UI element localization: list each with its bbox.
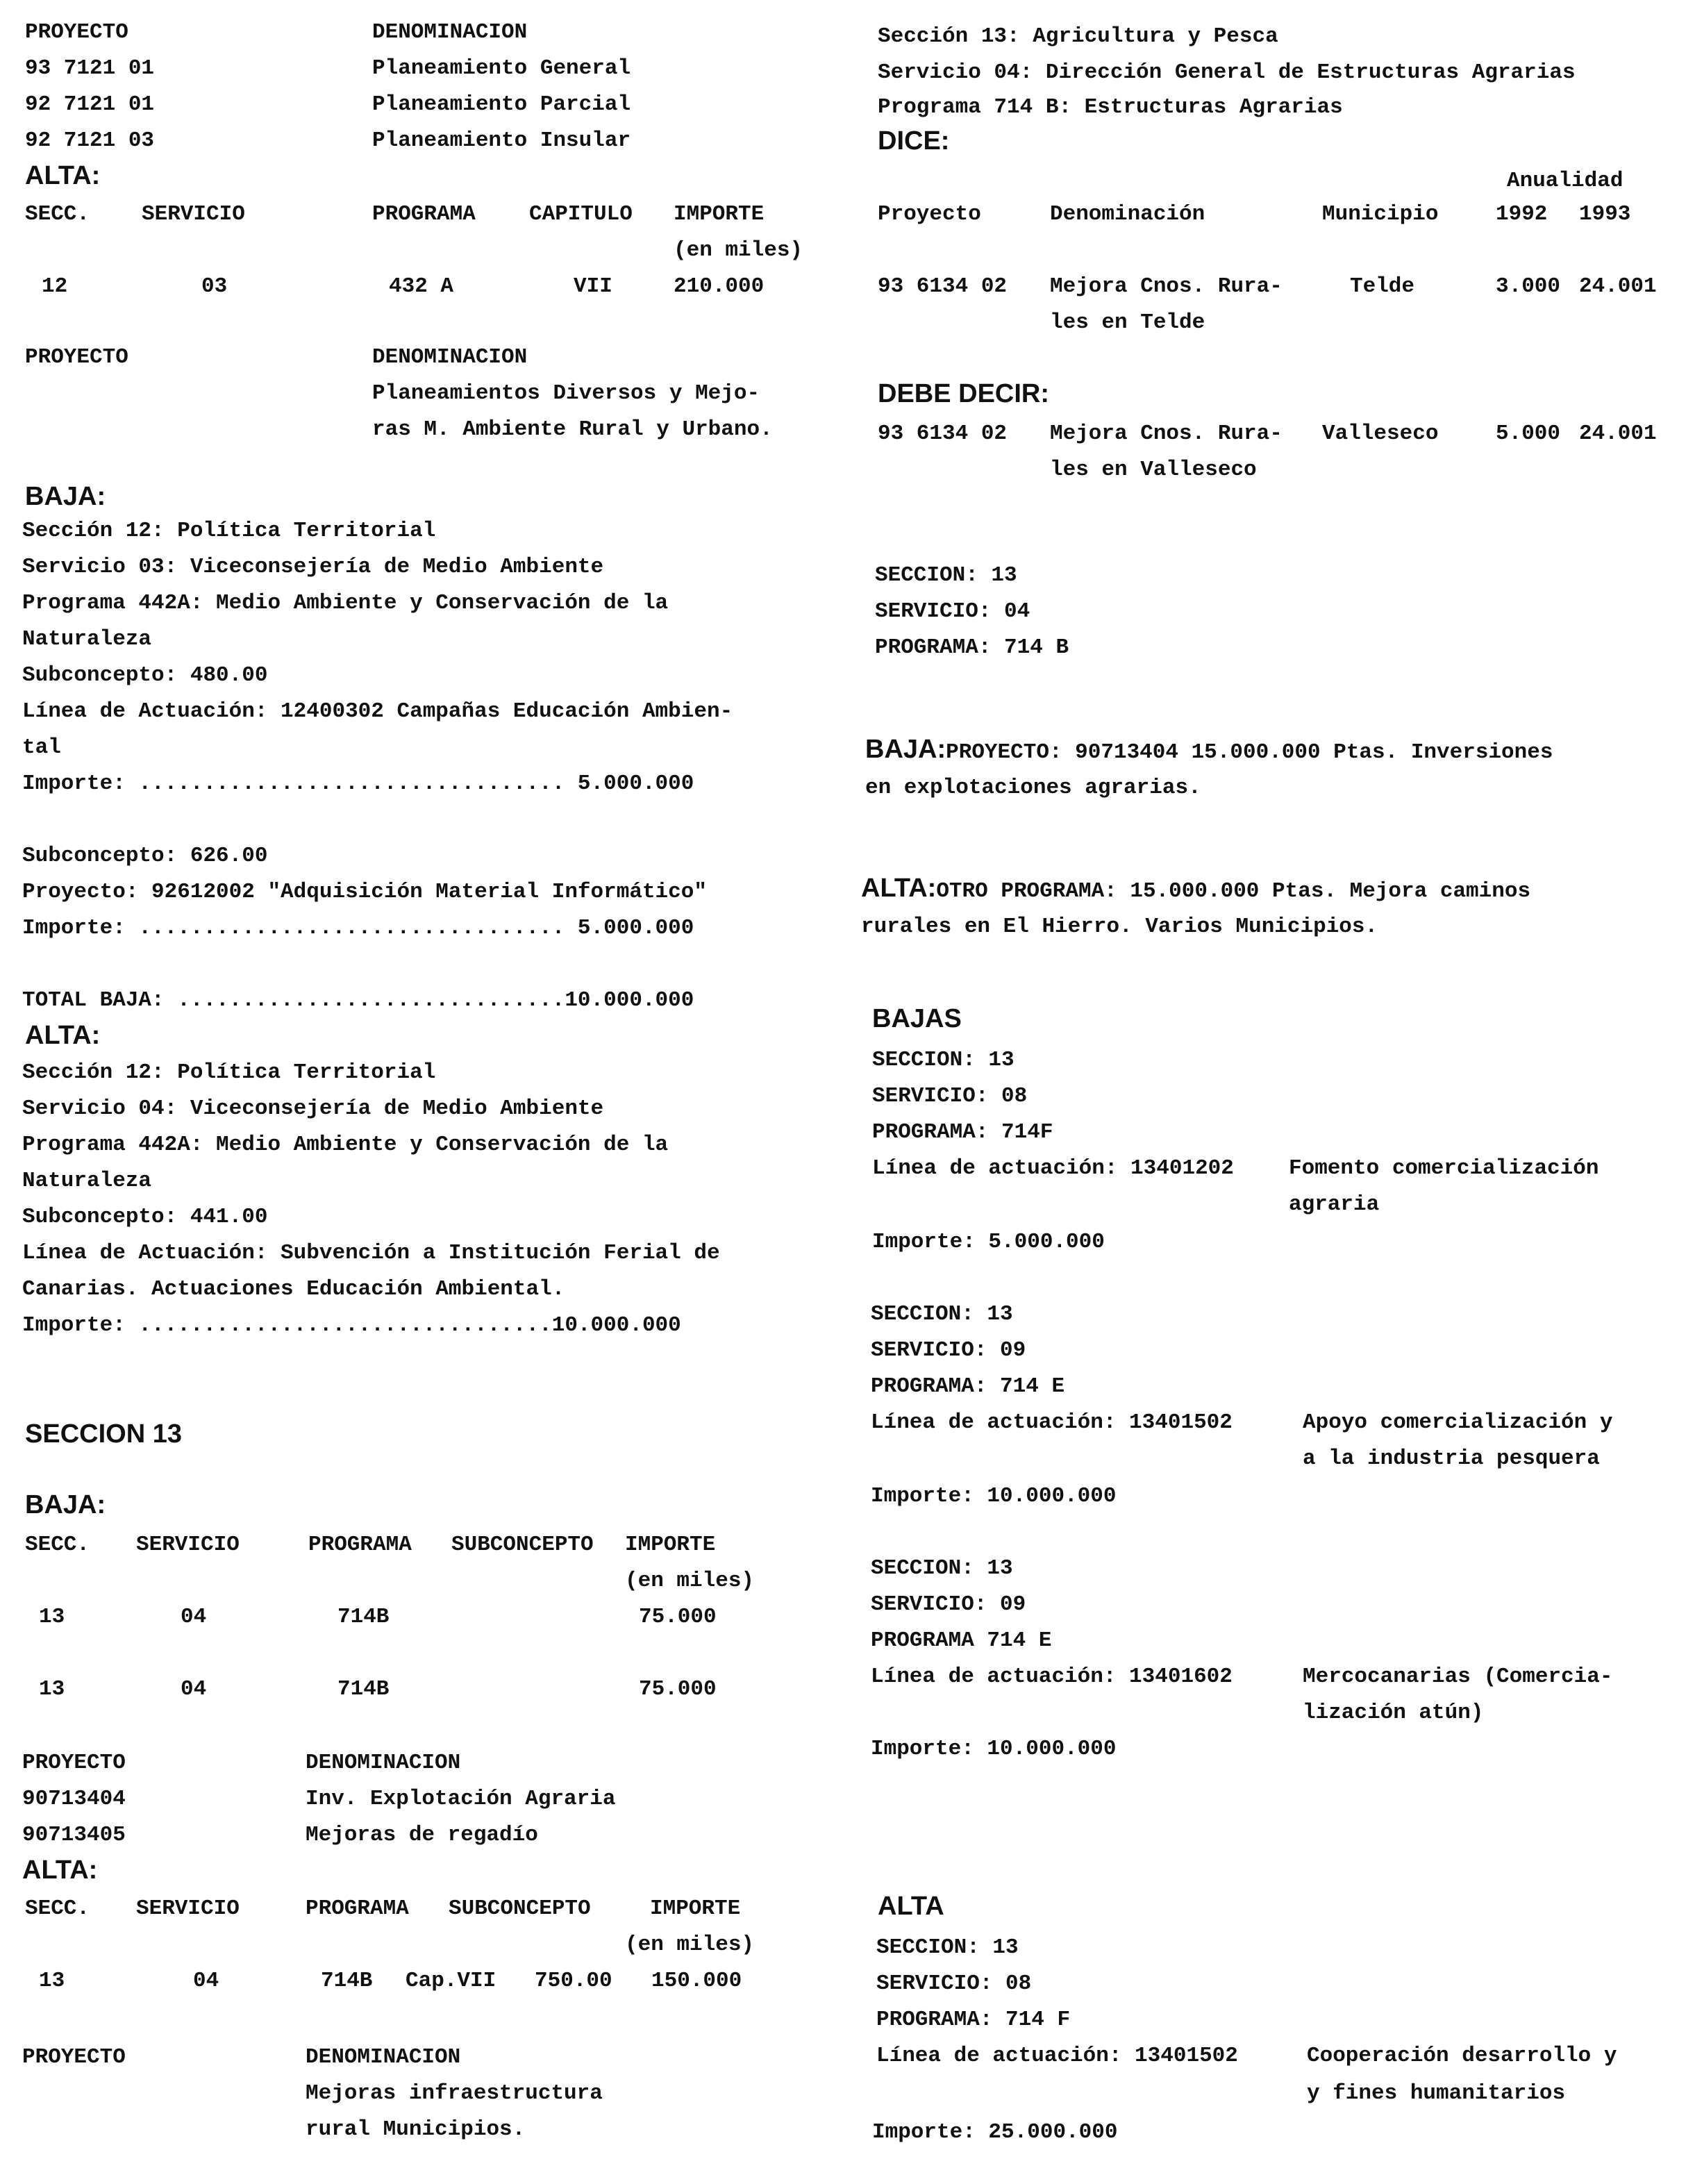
col-header-denominacion: DENOMINACION <box>306 1751 461 1775</box>
section-heading-baja: BAJA: <box>25 1490 106 1519</box>
text-line: Sección 13: Agricultura y Pesca <box>878 24 1278 49</box>
col-header-secc: SECC. <box>25 1897 90 1921</box>
baja-label: BAJA: <box>865 735 946 764</box>
cell-importe: 210.000 <box>674 274 765 299</box>
cell-secc: 13 <box>39 1677 65 1701</box>
text-line: rurales en El Hierro. Varios Municipios. <box>861 915 1378 939</box>
text-line: Subconcepto: 441.00 <box>22 1205 268 1229</box>
project-name: Planeamiento Insular <box>372 128 631 153</box>
text-line: SECCION: 13 <box>871 1302 1013 1326</box>
text-line: SECCION: 13 <box>872 1048 1015 1072</box>
cell-servicio: 03 <box>201 274 228 299</box>
text-line: Servicio 04: Dirección General de Estructuras Agrarias <box>878 60 1576 85</box>
cell-1993: 24.001 <box>1579 274 1657 299</box>
text-line: Programa 442A: Medio Ambiente y Conservación de la <box>22 591 669 615</box>
cell-proyecto: 93 6134 02 <box>878 274 1008 299</box>
baja-block <box>22 519 733 1025</box>
linea-descripcion: agraria <box>1289 1192 1380 1217</box>
cell-1992: 3.000 <box>1496 274 1561 299</box>
col-header-subconcepto: SUBCONCEPTO <box>449 1897 591 1921</box>
col-header-proyecto: PROYECTO <box>25 345 128 369</box>
text-line: SERVICIO: 04 <box>875 599 1030 624</box>
denominacion-text: Mejoras infraestructura <box>306 2081 603 2106</box>
cell-secc: 12 <box>42 274 68 299</box>
denominacion-text: rural Municipios. <box>306 2117 526 2142</box>
col-header-programa: PROGRAMA <box>308 1533 412 1557</box>
text-line: Servicio 03: Viceconsejería de Medio Ambiente <box>22 555 604 579</box>
baja-text: PROYECTO: 90713404 15.000.000 Ptas. Inversiones <box>946 740 1553 765</box>
cell-denominacion: les en Valleseco <box>1050 458 1257 482</box>
col-header-miles: (en miles) <box>674 238 803 262</box>
text-line: Naturaleza <box>22 627 152 651</box>
cell-programa: 432 A <box>389 274 454 299</box>
text-line: Proyecto: 92612002 "Adquisición Material Informático" <box>22 880 707 904</box>
col-header-servicio: SERVICIO <box>136 1533 240 1557</box>
section-heading-bajas: BAJAS <box>872 1004 962 1033</box>
text-line: PROGRAMA: 714 B <box>875 635 1069 660</box>
text-line: SECCION: 13 <box>876 1935 1019 1960</box>
text-line: en explotaciones agrarias. <box>865 776 1201 800</box>
col-header-1992: 1992 <box>1496 202 1548 226</box>
linea-descripcion: Fomento comercialización <box>1289 1156 1599 1181</box>
text-line: SERVICIO: 08 <box>876 1972 1032 1996</box>
linea-actuacion: Línea de actuación: 13401202 <box>872 1156 1234 1181</box>
text-line: PROGRAMA: 714 E <box>871 1374 1065 1399</box>
project-code: 92 7121 01 <box>25 92 155 117</box>
cell-denominacion: Mejora Cnos. Rura- <box>1050 274 1283 299</box>
alta-text: OTRO PROGRAMA: 15.000.000 Ptas. Mejora caminos <box>936 879 1531 903</box>
text-line: Subconcepto: 480.00 <box>22 663 268 687</box>
cell-importe: 150.000 <box>651 1969 742 1993</box>
cell-programa: 714B <box>321 1969 373 1993</box>
cell-1992: 5.000 <box>1496 422 1561 446</box>
blank-line <box>22 953 733 989</box>
text-line: PROGRAMA: 714 F <box>876 2008 1071 2032</box>
text-line: Sección 12: Política Territorial <box>22 519 436 543</box>
cell-secc: 13 <box>39 1969 65 1993</box>
col-header-importe: IMPORTE <box>650 1897 741 1921</box>
text-line: tal <box>22 735 61 760</box>
col-header-denominacion: DENOMINACION <box>372 20 528 44</box>
col-header-denominacion: DENOMINACION <box>372 345 528 369</box>
cell-denominacion: Mejora Cnos. Rura- <box>1050 422 1283 446</box>
blank-line <box>22 808 733 844</box>
text-line: PROGRAMA: 714F <box>872 1120 1053 1144</box>
text-line: Canarias. Actuaciones Educación Ambiental. <box>22 1277 565 1301</box>
col-header-miles: (en miles) <box>625 1933 755 1957</box>
importe-line: Importe: ................................. 5.000.000 <box>22 916 694 940</box>
col-header-denominacion: Denominación <box>1050 202 1205 226</box>
project-name: Inv. Explotación Agraria <box>306 1787 616 1811</box>
col-header-secc: SECC. <box>25 202 90 226</box>
cell-subconcepto: 750.00 <box>535 1969 612 1993</box>
text-line: SECCION: 13 <box>875 563 1017 587</box>
text-line: Sección 12: Política Territorial <box>22 1060 436 1085</box>
cell-servicio: 04 <box>181 1605 207 1629</box>
col-header-secc: SECC. <box>25 1533 90 1557</box>
text-line: SERVICIO: 09 <box>871 1338 1026 1362</box>
col-header-municipio: Municipio <box>1322 202 1439 226</box>
importe-line: Importe: ................................10.000.000 <box>22 1313 681 1337</box>
cell-servicio: 04 <box>193 1969 219 1993</box>
section-heading-alta: ALTA <box>878 1892 944 1921</box>
cell-municipio: Valleseco <box>1322 422 1439 446</box>
linea-actuacion: Línea de actuación: 13401502 <box>876 2044 1238 2068</box>
cell-secc: 13 <box>39 1605 65 1629</box>
linea-descripcion: Cooperación desarrollo y <box>1307 2044 1617 2068</box>
cell-capitulo: VII <box>574 274 612 299</box>
importe-line: Importe: 25.000.000 <box>872 2120 1118 2144</box>
section-heading-baja: BAJA: <box>25 482 106 511</box>
cell-denominacion: les en Telde <box>1050 310 1205 335</box>
col-header-servicio: SERVICIO <box>142 202 245 226</box>
text-line: Naturaleza <box>22 1169 152 1193</box>
text-line: Programa 714 B: Estructuras Agrarias <box>878 95 1343 119</box>
col-header-proyecto: PROYECTO <box>25 20 128 44</box>
total-line: TOTAL BAJA: ..............................10.000.000 <box>22 988 694 1012</box>
section-heading-alta: ALTA: <box>22 1856 98 1885</box>
alta-label: ALTA: <box>861 874 937 903</box>
text-line: SECCION: 13 <box>871 1556 1013 1581</box>
importe-line: Importe: ................................. 5.000.000 <box>22 772 694 796</box>
section-heading-alta: ALTA: <box>25 1021 101 1050</box>
col-header-anualidad: Anualidad <box>1507 169 1623 193</box>
text-line: Subconcepto: 626.00 <box>22 844 268 868</box>
col-header-1993: 1993 <box>1579 202 1631 226</box>
text-line: Servicio 04: Viceconsejería de Medio Ambiente <box>22 1097 604 1121</box>
cell-1993: 24.001 <box>1579 422 1657 446</box>
col-header-proyecto: Proyecto <box>878 202 981 226</box>
text-line: Línea de Actuación: Subvención a Institución Ferial de <box>22 1241 720 1265</box>
cell-servicio: 04 <box>181 1677 207 1701</box>
text-line: PROGRAMA 714 E <box>871 1628 1052 1653</box>
linea-descripcion: Apoyo comercialización y <box>1303 1410 1613 1435</box>
col-header-proyecto: PROYECTO <box>22 2045 126 2069</box>
importe-line: Importe: 10.000.000 <box>871 1484 1117 1508</box>
linea-descripcion: y fines humanitarios <box>1307 2081 1566 2106</box>
cell-capitulo: Cap.VII <box>406 1969 496 1993</box>
section-heading-dice: DICE: <box>878 126 950 156</box>
text-line: SERVICIO: 08 <box>872 1084 1028 1108</box>
col-header-miles: (en miles) <box>625 1569 755 1593</box>
col-header-importe: IMPORTE <box>674 202 765 226</box>
project-code: 90713405 <box>22 1823 126 1847</box>
cell-importe: 75.000 <box>639 1677 717 1701</box>
project-code: 90713404 <box>22 1787 126 1811</box>
cell-proyecto: 93 6134 02 <box>878 422 1008 446</box>
project-code: 93 7121 01 <box>25 56 155 81</box>
col-header-denominacion: DENOMINACION <box>306 2045 461 2069</box>
cell-importe: 75.000 <box>639 1605 717 1629</box>
linea-descripcion: lización atún) <box>1303 1701 1484 1725</box>
linea-descripcion: a la industria pesquera <box>1303 1447 1600 1471</box>
cell-programa: 714B <box>337 1677 390 1701</box>
denominacion-text: ras M. Ambiente Rural y Urbano. <box>372 417 773 442</box>
project-name: Planeamiento General <box>372 56 631 81</box>
denominacion-text: Planeamientos Diversos y Mejo- <box>372 381 760 406</box>
section-heading-debe-decir: DEBE DECIR: <box>878 379 1050 408</box>
col-header-programa: PROGRAMA <box>306 1897 409 1921</box>
col-header-importe: IMPORTE <box>625 1533 716 1557</box>
project-name: Planeamiento Parcial <box>372 92 631 117</box>
project-code: 92 7121 03 <box>25 128 155 153</box>
importe-line: Importe: 5.000.000 <box>872 1230 1105 1254</box>
linea-descripcion: Mercocanarias (Comercia- <box>1303 1665 1613 1689</box>
section-heading-seccion13: SECCION 13 <box>25 1419 182 1449</box>
alta-paragraph <box>861 876 1530 903</box>
alta-block <box>22 1061 720 1350</box>
cell-programa: 714B <box>337 1605 390 1629</box>
text-line: Programa 442A: Medio Ambiente y Conservación de la <box>22 1133 669 1157</box>
text-line: Línea de Actuación: 12400302 Campañas Educación Ambien- <box>22 699 733 724</box>
cell-municipio: Telde <box>1350 274 1415 299</box>
col-header-programa: PROGRAMA <box>372 202 476 226</box>
col-header-capitulo: CAPITULO <box>529 202 633 226</box>
linea-actuacion: Línea de actuación: 13401602 <box>871 1665 1233 1689</box>
project-name: Mejoras de regadío <box>306 1823 538 1847</box>
col-header-subconcepto: SUBCONCEPTO <box>451 1533 594 1557</box>
baja-paragraph <box>865 737 1553 765</box>
col-header-servicio: SERVICIO <box>136 1897 240 1921</box>
importe-line: Importe: 10.000.000 <box>871 1737 1117 1761</box>
col-header-proyecto: PROYECTO <box>22 1751 126 1775</box>
text-line: SERVICIO: 09 <box>871 1592 1026 1617</box>
section-heading-alta: ALTA: <box>25 161 101 190</box>
linea-actuacion: Línea de actuación: 13401502 <box>871 1410 1233 1435</box>
